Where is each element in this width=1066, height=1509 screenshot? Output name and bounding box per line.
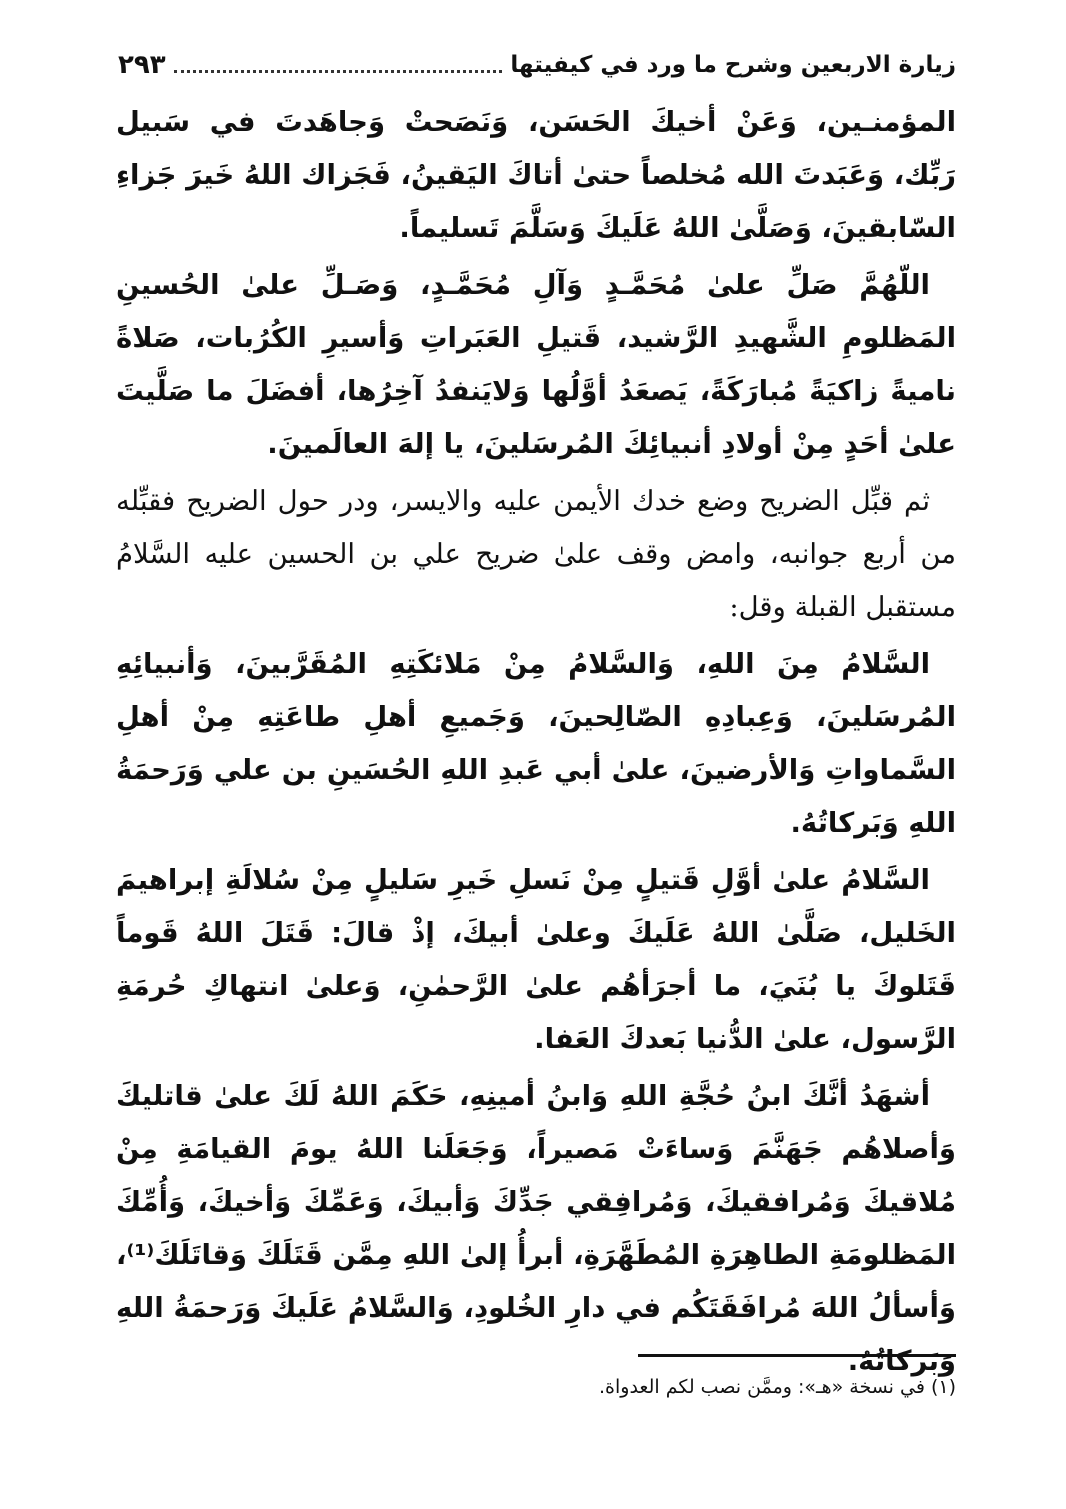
- paragraph-salam-first-martyr: السَّلامُ علىٰ أوَّلِ قَتيلٍ مِنْ نَسلِ خَيرِ سَليلٍ مِنْ سُلالَةِ إبراهيمَ الخَليل، صَلَّىٰ اللهُ عَلَيكَ وعلىٰ أبيكَ، إذْ قالَ: قَتَلَ اللهُ قَوماً قَتَلوكَ يا بُنَيَ، ما أجرَأهُم علىٰ الرَّحمٰنِ، وَعلىٰ انتهاكِ حُرمَةِ الرَّسول، علىٰ الدُّنيا بَعدكَ العَفا.: [116, 864, 956, 1055]
- paragraph-testimony: أشهَدُ أنَّكَ ابنُ حُجَّةِ اللهِ وَابنُ أمينِهِ، حَكَمَ اللهُ لَكَ علىٰ قاتليكَ وَأصلاهُم جَهَنَّمَ وَساءَتْ مَصيراً، وَجَعَلَنا اللهُ يومَ القيامَةِ مِنْ مُلاقيكَ وَمُرافقيكَ، وَمُرافِقي جَدِّكَ وَأبيكَ، وَعَمِّكَ وَأخيكَ، وَأُمِّكَ المَظلومَةِ الطاهِرَةِ المُطَهَّرَةِ، أبرأُ إلىٰ اللهِ مِمَّن قَتَلَكَ وَقاتَلَكَ⁽¹⁾، وَأسألُ اللهَ مُرافَقَتَكُم في دارِ الخُلودِ، وَالسَّلامُ عَلَيكَ وَرَحمَةُ اللهِ وَبَركاتُهُ.: [116, 1080, 956, 1377]
- book-title: زيارة الاربعين وشرح ما ورد في كيفيتها: [510, 52, 956, 78]
- paragraph-salam-from-god: السَّلامُ مِنَ اللهِ، وَالسَّلامُ مِنْ مَلائكَتِهِ المُقَرَّبينَ، وَأنبيائِهِ المُرسَلينَ، وَعِبادِهِ الصّالِحينَ، وَجَميعِ أهلِ طاعَتِهِ مِنْ أهلِ السَّماواتِ وَالأرضينَ، علىٰ أبي عَبدِ اللهِ الحُسَينِ بن علي وَرَحمَةُ اللهِ وَبَركاتُهُ.: [116, 648, 956, 839]
- page-number: ٢٩٣: [118, 50, 166, 80]
- body-text: [116, 96, 956, 1392]
- paragraph-prayer: اللّهُمَّ صَلِّ علىٰ مُحَمَّـدٍ وَآلِ مُحَمَّـدٍ، وَصَـلِّ علىٰ الحُسينِ المَظلومِ الشَّهيدِ الرَّشيد، قَتيلِ العَبَراتِ وَأسيرِ الكُرُبات، صَلاةً ناميةً زاكيَةً مُبارَكَةً، يَصعَدُ أوَّلُها وَلايَنفدُ آخِرُها، أفضَلَ ما صَلَّيتَ علىٰ أحَدٍ مِنْ أولادِ أنبيائِكَ المُرسَلينَ، يا إلهَ العالَمينَ.: [116, 269, 956, 460]
- footnote-divider: [638, 1354, 956, 1357]
- paragraph-instruction: ثم قبِّل الضريح وضع خدك الأيمن عليه والايسر، ودر حول الضريح فقبِّله من أربع جوانبه، وامض وقف علىٰ ضريح علي بن الحسين عليه السَّلامُ مستقبل القبلة وقل:: [116, 485, 956, 623]
- paragraph-salutation-ending: المؤمنـين، وَعَنْ أخيكَ الحَسَن، وَنَصَحتْ وَجاهَدتَ في سَبيل رَبِّك، وَعَبَدتَ الله مُخلصاً حتىٰ أتاكَ اليَقينُ، فَجَزاك اللهُ خَيرَ جَزاءِ السّابقينَ، وَصَلَّىٰ اللهُ عَلَيكَ وَسَلَّمَ تَسليماً.: [116, 106, 956, 244]
- leader-dots: [174, 70, 503, 73]
- running-header: [118, 42, 956, 88]
- footnote: (١) في نسخة «هـ»: وممَّن نصب لكم العدواة.: [599, 1376, 956, 1398]
